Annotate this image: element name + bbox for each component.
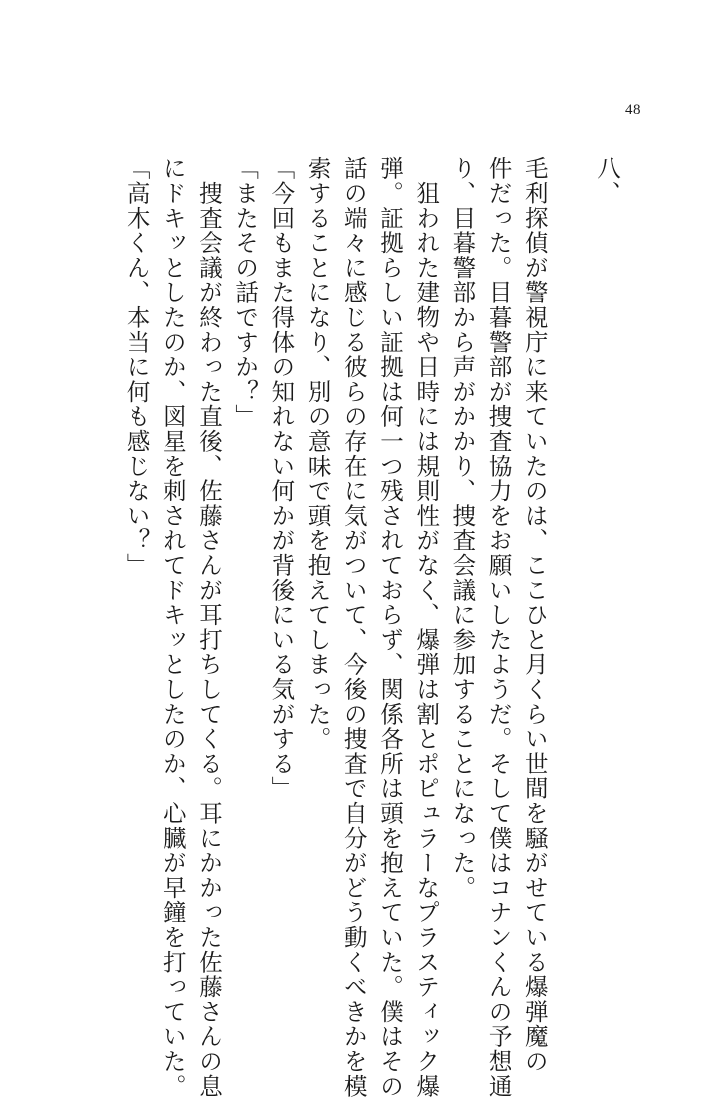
page-number: 48 [625, 102, 641, 118]
text-line: 話の端々に感じる彼らの存在に気がついて、今後の捜査で自分がどう動くべきかを模 [339, 156, 368, 1098]
dialogue-line: 「またその話ですか？」 [231, 156, 260, 429]
text-line: 毛利探偵が警視庁に来ていたのは、ここひと月くらい世間を騒がせている爆弾魔の [520, 156, 549, 1074]
text-line: 索することになり、別の意味で頭を抱えてしまった。 [303, 156, 332, 752]
text-line: り、目暮警部から声がかかり、捜査会議に参加することになった。 [448, 156, 477, 900]
dialogue-line: 「今回もまた得体の知れない何かが背後にいる気がする」 [267, 156, 296, 801]
text-line: にドキッとしたのか、図星を刺されてドキッとしたのか、心臓が早鐘を打っていた。 [158, 156, 187, 1098]
text-line: 狙われた建物や日時には規則性がなく、爆弾は割とポピュラーなプラスティック爆 [412, 156, 441, 1098]
text-line: 弾。証拠らしい証拠は何一つ残されておらず、関係各所は頭を抱えていた。僕はその [375, 156, 404, 1098]
chapter-heading: 八、 [593, 156, 621, 206]
text-line: 捜査会議が終わった直後、佐藤さんが耳打ちしてくる。耳にかかった佐藤さんの息 [194, 156, 223, 1098]
dialogue-line: 「高木くん、本当に何も感じない？」 [122, 156, 151, 578]
text-line: 件だった。目暮警部が捜査協力をお願いしたようだ。そして僕はコナンくんの予想通 [484, 156, 513, 1098]
vertical-text-block [118, 156, 625, 1098]
